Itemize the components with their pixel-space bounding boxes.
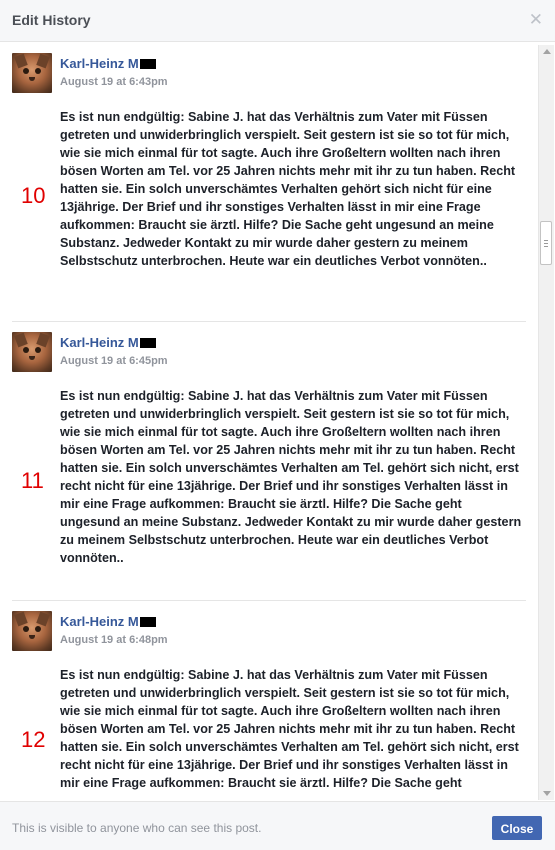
avatar[interactable]	[12, 611, 52, 651]
scrollbar[interactable]	[538, 45, 554, 800]
post-text: Es ist nun endgültig: Sabine J. hat das Verhältnis zum Vater mit Füssen getreten und unwiderbringlich verspielt. Seit gestern ist sie so tot für mich, wie sie mich einmal für tot sagte. Auch ihre Großeltern wollten nach ihren bösen Worten am Tel. vor 25 Jahren nichts mehr mit ihr zu tun haben. Recht hatten sie. Ein solch unverschämtes Verhalten gehört sich nicht für eine 13jährige. Der Brief und ihr sonstiges Verhalten lässt in mir eine Frage aufkommen: Braucht sie ärztl. Hilfe? Die Sache geht ungesund an meine Substanz. Jedweder Kontakt zu mir wurde daher gestern zu meinem Selbstschutz unterbrochen. Heute war ein deutliches Verbot vonnöten..	[60, 110, 516, 268]
scrollbar-thumb[interactable]	[540, 221, 552, 265]
annotation-number: 11	[21, 468, 44, 493]
close-icon[interactable]: ✕	[528, 10, 543, 30]
post-text: Es ist nun endgültig: Sabine J. hat das Verhältnis zum Vater mit Füssen getreten und unwiderbringlich verspielt. Seit gestern ist sie so tot für mich, wie sie mich einmal für tot sagte. Auch ihre Großeltern wollten nach ihren bösen Worten am Tel. vor 25 Jahren nichts mehr mit ihr zu tun haben. Recht hatten sie. Ein solch unverschämtes Verhalten am Tel. gehört sich nicht, erst recht nicht für eine 13jährige. Der Brief und ihr sonstiges Verhalten lässt in mir eine Frage aufkommen: Braucht sie ärztl. Hilfe? Die Sache geht ungesund an meine Substanz. Jedweder Kontakt zu mir wurde daher gestern zu meinem Selbstschutz unterbrochen. Heute war ein deutliches Verbot vonnöten..	[60, 389, 522, 565]
timestamp[interactable]: August 19 at 6:48pm	[60, 634, 168, 646]
author-name[interactable]: Karl-Heinz M	[60, 56, 156, 71]
author-name[interactable]: Karl-Heinz M	[60, 335, 156, 350]
annotation-number: 12	[21, 727, 46, 752]
post-text: Es ist nun endgültig: Sabine J. hat das Verhältnis zum Vater mit Füssen getreten und unwiderbringlich verspielt. Seit gestern ist sie so tot für mich, wie sie mich einmal für tot sagte. Auch ihre Großeltern wollten nach ihren bösen Worten am Tel. vor 25 Jahren nichts mehr mit ihr zu tun haben. Recht hatten sie. Ein solch unverschämtes Verhalten am Tel. gehört sich nicht, erst recht nicht für eine 13jährige. Der Brief und ihr sonstiges Verhalten lässt in mir eine Frage aufkommen: Braucht sie ärztl. Hilfe? Die Sache geht	[60, 668, 519, 790]
divider	[12, 321, 526, 322]
timestamp[interactable]: August 19 at 6:43pm	[60, 76, 168, 88]
divider	[12, 600, 526, 601]
scroll-up-arrow-icon[interactable]	[543, 49, 551, 54]
scroll-down-arrow-icon[interactable]	[543, 791, 551, 796]
dialog-title: Edit History	[12, 12, 91, 28]
history-list[interactable]	[0, 43, 555, 801]
avatar[interactable]	[12, 53, 52, 93]
annotation-number: 10	[21, 183, 46, 208]
redaction-bar	[140, 59, 156, 69]
close-button[interactable]: Close	[492, 816, 542, 840]
visibility-note: This is visible to anyone who can see this post.	[12, 821, 262, 835]
redaction-bar	[140, 617, 156, 627]
redaction-bar	[140, 338, 156, 348]
dialog-header	[0, 0, 555, 42]
timestamp[interactable]: August 19 at 6:45pm	[60, 355, 168, 367]
dialog-footer	[0, 801, 555, 850]
author-name[interactable]: Karl-Heinz M	[60, 614, 156, 629]
avatar[interactable]	[12, 332, 52, 372]
